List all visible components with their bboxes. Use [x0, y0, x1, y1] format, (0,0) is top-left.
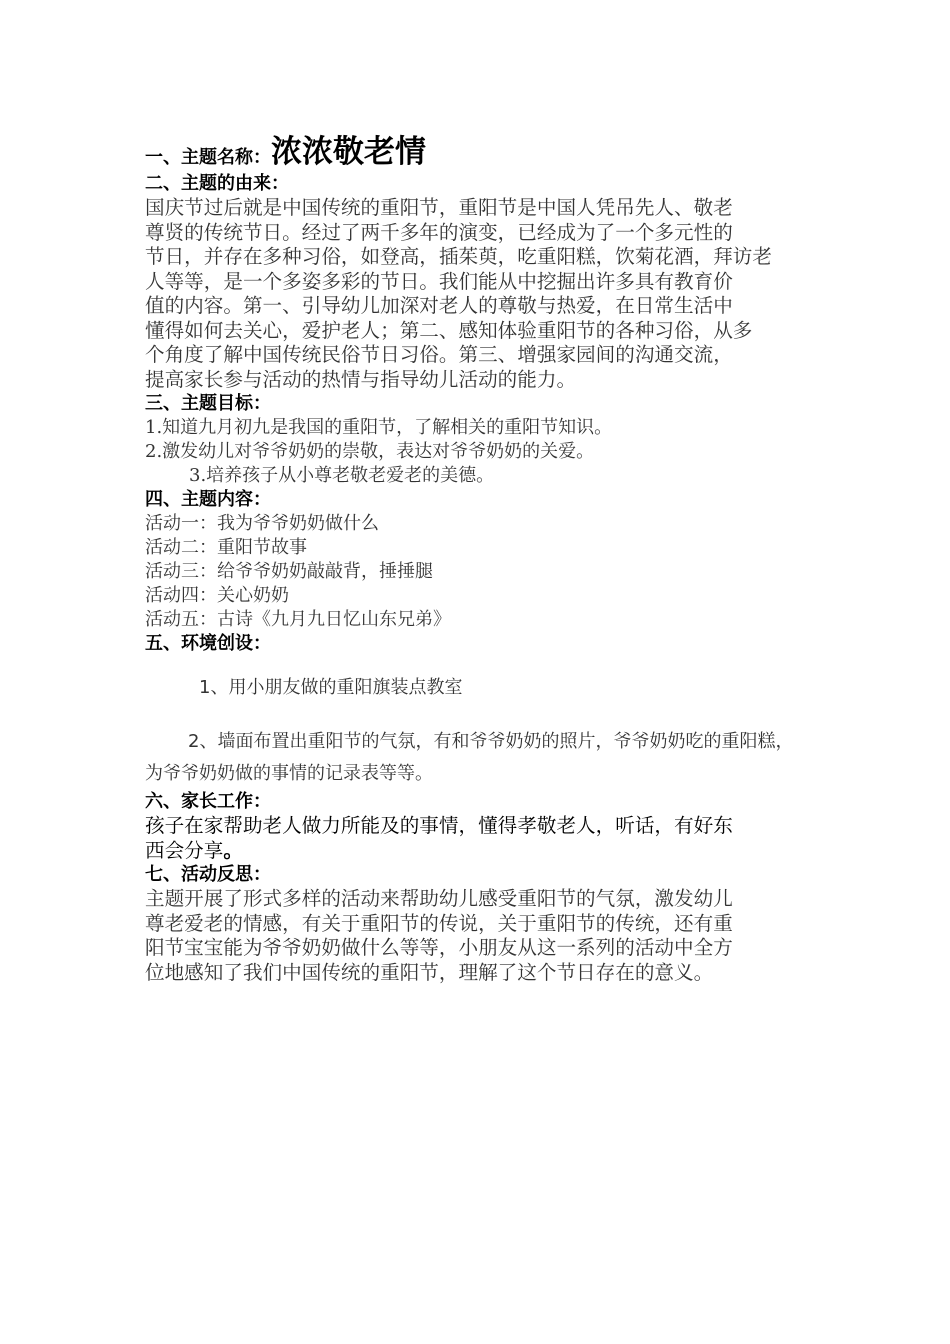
parents-line-period: 。: [223, 838, 243, 862]
goal-item: 3.培养孩子从小尊老敬老爱老的美德。: [189, 465, 495, 486]
environment-item: 2、墙面布置出重阳节的气氛，有和爷爷奶奶的照片，爷爷奶奶吃的重阳糕，为爷爷奶奶做的事情的记录表等等。: [145, 731, 794, 784]
reflection-line: 阳节宝宝能为爷爷奶奶做什么等等，小朋友从这一系列的活动中全方: [145, 936, 733, 959]
activity-item: 活动二：重阳节故事: [145, 537, 307, 558]
reflection-line: 主题开展了形式多样的活动来帮助幼儿感受重阳节的气氛，激发幼儿: [145, 887, 733, 910]
theme-title: [145, 126, 810, 172]
origin-line: 懂得如何去关心，爱护老人；第二、感知体验重阳节的各种习俗，从多: [145, 318, 753, 342]
activity-item: 活动一：我为爷爷奶奶做什么: [145, 513, 379, 534]
parents-paragraph: [145, 814, 810, 863]
origin-line: 节日，并存在多种习俗，如登高，插茱萸，吃重阳糕，饮菊花酒，拜访老: [145, 245, 772, 268]
parents-line: [145, 839, 810, 864]
parents-line: 孩子在家帮助老人做力所能及的事情，懂得孝敬老人，听话，有好东: [145, 814, 733, 837]
section-heading-origin: 二、主题的由来：: [145, 173, 289, 194]
activity-item: 活动四：关心奶奶: [145, 585, 289, 606]
origin-line: 个角度了解中国传统民俗节日习俗。第三、增强家园间的沟通交流，: [145, 343, 733, 366]
goal-item: 2.激发幼儿对爷爷奶奶的崇敬，表达对爷爷奶奶的关爱。: [145, 441, 595, 462]
document-body: [145, 126, 810, 985]
goal-item: 1.知道九月初九是我国的重阳节，了解相关的重阳节知识。: [145, 417, 613, 438]
section-heading-environment: 五、环境创设：: [145, 633, 271, 654]
reflection-paragraph: [145, 887, 810, 985]
reflection-line: 尊老爱老的情感，有关于重阳节的传说，关于重阳节的传统，还有重: [145, 911, 733, 935]
theme-title-prefix: 一、主题名称：: [145, 147, 271, 168]
origin-line: 人等等，是一个多姿多彩的节日。我们能从中挖掘出许多具有教育价: [145, 269, 733, 293]
section-heading-parents: 六、家长工作：: [145, 791, 271, 812]
theme-title-name: 浓浓敬老情: [271, 134, 426, 170]
activity-item: 活动三：给爷爷奶奶敲敲背，捶捶腿: [145, 561, 433, 582]
reflection-line: 位地感知了我们中国传统的重阳节，理解了这个节日存在的意义。: [145, 960, 714, 984]
section-heading-content: 四、主题内容：: [145, 489, 271, 510]
origin-line: 值的内容。第一、引导幼儿加深对老人的尊敬与热爱，在日常生活中: [145, 294, 733, 317]
section-heading-reflection: 七、活动反思：: [145, 864, 271, 885]
section-heading-goals: 三、主题目标：: [145, 393, 271, 414]
origin-line: 提高家长参与活动的热情与指导幼儿活动的能力。: [145, 367, 577, 391]
environment-item: 1、用小朋友做的重阳旗装点教室: [199, 677, 463, 698]
origin-line: 尊贤的传统节日。经过了两千多年的演变，已经成为了一个多元性的: [145, 220, 733, 244]
parents-line-text: 西会分享: [145, 838, 224, 862]
activity-item: 活动五：古诗《九月九日忆山东兄弟》: [145, 609, 451, 630]
origin-line: 国庆节过后就是中国传统的重阳节，重阳节是中国人凭吊先人、敬老: [145, 196, 733, 219]
origin-paragraph: [145, 196, 810, 392]
